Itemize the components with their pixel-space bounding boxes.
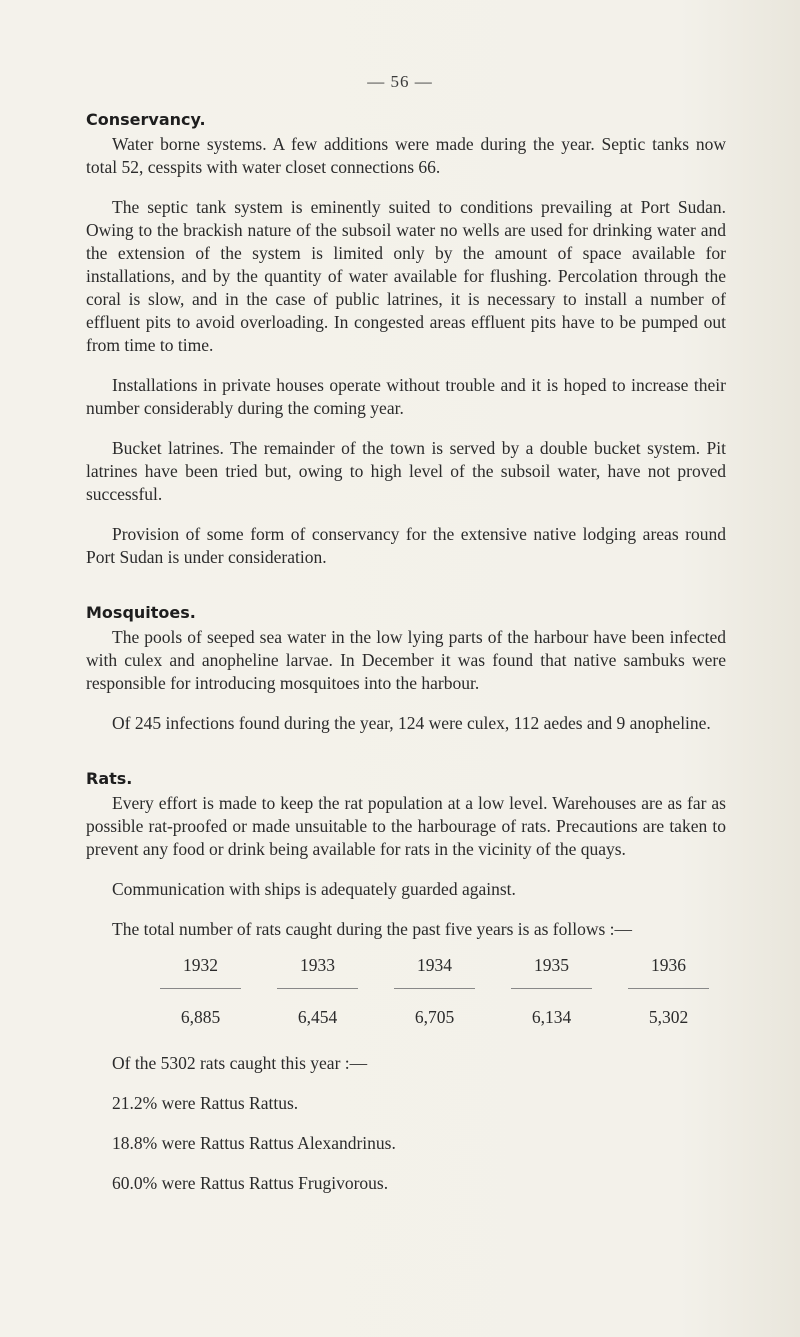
paragraph: Provision of some form of conservancy for the extensive native lodging areas round Port Sudan is under consideration.: [86, 524, 726, 567]
document-body: [86, 110, 726, 1195]
table-year: 1934: [417, 955, 452, 975]
paragraph: Communication with ships is adequately guarded against.: [112, 879, 516, 899]
paragraph: Water borne systems. A few additions were made during the year. Septic tanks now total 52, cesspits with water closet connections 66.: [86, 134, 726, 177]
breakdown-item: 60.0% were Rattus Rattus Frugivorous.: [112, 1173, 389, 1193]
table-count: 6,134: [531, 1007, 572, 1027]
section-conservancy: [86, 110, 726, 569]
table-year: 1932: [183, 955, 218, 975]
breakdown-item: 21.2% were Rattus Rattus.: [112, 1093, 299, 1113]
rat-species-breakdown: [86, 1052, 726, 1195]
paragraph: Bucket latrines. The remainder of the town is served by a double bucket system. Pit latrines have been tried but, owing to high level of the subsoil water, have not proved successful.: [86, 438, 726, 504]
paragraph: Of 245 infections found during the year, 124 were culex, 112 aedes and 9 anopheline.: [112, 713, 711, 733]
table-count: 5,302: [648, 1007, 689, 1027]
paragraph: The total number of rats caught during the past five years is as follows :—: [112, 919, 633, 939]
heading-mosquitoes: Mosquitoes.: [86, 603, 196, 622]
section-mosquitoes: [86, 603, 726, 735]
table-count: 6,705: [414, 1007, 455, 1027]
rats-caught-table: [142, 955, 727, 1028]
table-rule: [160, 988, 241, 989]
breakdown-item: 18.8% were Rattus Rattus Alexandrinus.: [112, 1133, 396, 1153]
heading-rats: Rats.: [86, 769, 133, 788]
paragraph: The septic tank system is eminently suited to conditions prevailing at Port Sudan. Owing to the brackish nature of the subsoil water no wells are used for drinking water and the extension of the system is limited only by the amount of space available for installations, and by the quantity of water available for flushing. Percolation through the coral is slow, and in the case of public latrines, it is necessary to install a number of effluent pits to avoid overloading. In congested areas effluent pits have to be pumped out from time to time.: [86, 197, 726, 355]
table-rule: [628, 988, 709, 989]
table-year: 1935: [534, 955, 569, 975]
heading-conservancy: Conservancy.: [86, 110, 206, 129]
table-count: 6,885: [180, 1007, 221, 1027]
table-year: 1936: [651, 955, 686, 975]
breakdown-intro: Of the 5302 rats caught this year :—: [112, 1053, 368, 1073]
paragraph: Installations in private houses operate without trouble and it is hoped to increase their number considerably during the coming year.: [86, 375, 726, 418]
page-number: — 56 —: [367, 72, 433, 91]
paragraph: Every effort is made to keep the rat population at a low level. Warehouses are as far as possible rat-proofed or made unsuitable to the harbourage of rats. Precautions are taken to prevent any food or drink being available for rats in the vicinity of the quays.: [86, 793, 726, 859]
section-rats: [86, 769, 726, 1195]
table-rule: [277, 988, 358, 989]
table-year: 1933: [300, 955, 335, 975]
table-rule: [511, 988, 592, 989]
paragraph: The pools of seeped sea water in the low lying parts of the harbour have been infected with culex and anopheline larvae. In December it was found that native sambuks were responsible for introducing mosquitoes into the harbour.: [86, 627, 726, 693]
table-rule: [394, 988, 475, 989]
table-count: 6,454: [297, 1007, 338, 1027]
